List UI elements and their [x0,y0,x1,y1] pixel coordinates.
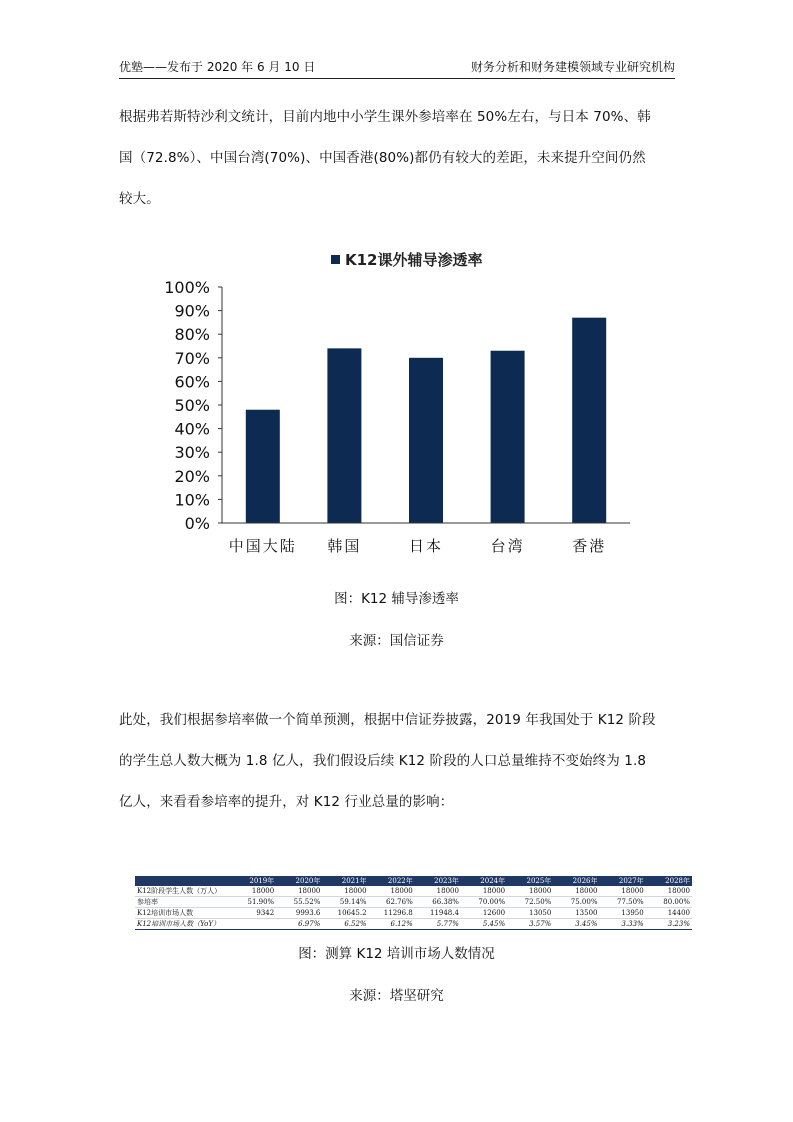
table-cell: 5.77% [415,919,461,930]
y-tick-label: 30% [174,443,210,463]
table-row [135,919,692,930]
x-axis [222,523,630,555]
table-cell: 6.12% [369,919,415,930]
table-header-cell: 2019年 [230,876,276,886]
figure2-caption: 图：测算 K12 培训市场人数情况 [298,946,495,962]
page-header [119,56,675,79]
table-header-cell: 2021年 [322,876,368,886]
table-cell: 6.52% [322,919,368,930]
table-cell: 9342 [230,908,276,919]
table-cell: 11948.4 [415,908,461,919]
y-tick-label: 60% [174,372,210,392]
penetration-bar-chart [160,240,640,560]
table-cell: 18000 [230,886,276,897]
paragraph-forecast [119,700,675,823]
table-cell: 13950 [600,908,646,919]
table-cell: 5.45% [461,919,507,930]
table-header-cell: 2020年 [276,876,322,886]
forecast-table-wrapper [135,876,692,930]
table-cell: 66.38% [415,897,461,908]
table-cell: 13050 [507,908,553,919]
bars [246,318,606,523]
table-body [135,886,692,930]
table-header-row [135,876,692,886]
x-tick-label: 韩国 [327,537,362,555]
table-row [135,908,692,919]
table-cell: 80.00% [646,897,692,908]
y-axis [164,278,222,533]
bar [409,358,443,523]
table-cell: 18000 [461,886,507,897]
table-cell: 18000 [600,886,646,897]
table-cell: 75.00% [553,897,599,908]
y-tick-label: 10% [174,490,210,510]
table-cell [230,919,276,930]
table-header-cell: 2026年 [553,876,599,886]
x-tick-label: 香港 [572,537,607,555]
table-header-cell: 2024年 [461,876,507,886]
table-cell: 62.76% [369,897,415,908]
y-tick-label: 90% [174,301,210,321]
x-tick-label: 中国大陆 [228,537,297,555]
table-header-cell: 2028年 [646,876,692,886]
table-cell: 18000 [646,886,692,897]
bar [246,410,280,523]
paragraph-line: 根据弗若斯特沙利文统计，目前内地中小学生课外参培率在 50%左右，与日本 70%、韩 [119,109,651,125]
header-publish-info: 优塾——发布于 2020 年 6 月 10 日 [119,60,316,74]
bar [491,351,525,523]
table-header-cell [135,876,230,886]
table-header-cell: 2022年 [369,876,415,886]
x-tick-label: 日本 [408,537,444,555]
table-row-label: K12培训市场人数（YoY） [135,919,230,930]
table-cell: 77.50% [600,897,646,908]
y-tick-label: 70% [174,348,210,368]
bar [572,318,606,523]
y-tick-label: 20% [174,466,210,486]
table-cell: 18000 [415,886,461,897]
table-cell: 51.90% [230,897,276,908]
table-cell: 18000 [507,886,553,897]
table-cell: 9993.6 [276,908,322,919]
table-cell: 3.57% [507,919,553,930]
header-org-name: 财务分析和财务建模领域专业研究机构 [470,60,675,74]
figure1-caption: 图：K12 辅导渗透率 [334,591,459,607]
figure2-source: 来源：塔坚研究 [349,988,444,1004]
forecast-table [135,876,692,930]
y-tick-label: 50% [174,396,210,415]
table-cell: 13500 [553,908,599,919]
table-header-cell: 2023年 [415,876,461,886]
table-row-label: K12阶段学生人数（万人） [135,886,230,897]
table-cell: 10645.2 [322,908,368,919]
table-row [135,886,692,897]
x-tick-label: 台湾 [490,537,525,555]
table-cell: 14400 [646,908,692,919]
table-cell: 3.33% [600,919,646,930]
table-cell: 72.50% [507,897,553,908]
table-cell: 18000 [369,886,415,897]
table-cell: 55.52% [276,897,322,908]
y-tick-label: 40% [174,419,210,439]
figure1-source: 来源：国信证券 [349,633,444,649]
table-cell: 18000 [276,886,322,897]
table-cell: 3.45% [553,919,599,930]
paragraph-line: 此处，我们根据参培率做一个简单预测，根据中信证券披露，2019 年我国处于 K12 阶段 [119,712,656,728]
y-tick-label: 80% [174,325,210,345]
paragraph-line: 的学生总人数大概为 1.8 亿人，我们假设后续 K12 阶段的人口总量维持不变始终为 1.8 [119,753,647,769]
y-tick-label: 100% [164,278,210,297]
table-cell: 12600 [461,908,507,919]
table-cell: 11296.8 [369,908,415,919]
table-header-cell: 2025年 [507,876,553,886]
table-header-cell: 2027年 [600,876,646,886]
table-cell: 18000 [322,886,368,897]
paragraph-line: 国（72.8%）、中国台湾(70%)、中国香港(80%)都仍有较大的差距，未来提升空间仍然 [119,150,646,166]
y-tick-label: 0% [184,514,210,533]
legend-label: K12课外辅导渗透率 [345,251,483,269]
table-row-label: 参培率 [135,897,230,908]
table-row [135,897,692,908]
table-cell: 70.00% [461,897,507,908]
table-cell: 18000 [553,886,599,897]
table-cell: 3.23% [646,919,692,930]
legend-swatch [331,255,340,264]
table-row-label: K12培训市场人数 [135,908,230,919]
paragraph-line: 较大。 [119,191,160,207]
paragraph-penetration [119,97,675,220]
table-cell: 6.97% [276,919,322,930]
paragraph-line: 亿人，来看看参培率的提升，对 K12 行业总量的影响： [119,794,454,810]
bar [327,348,361,523]
table-cell: 59.14% [322,897,368,908]
